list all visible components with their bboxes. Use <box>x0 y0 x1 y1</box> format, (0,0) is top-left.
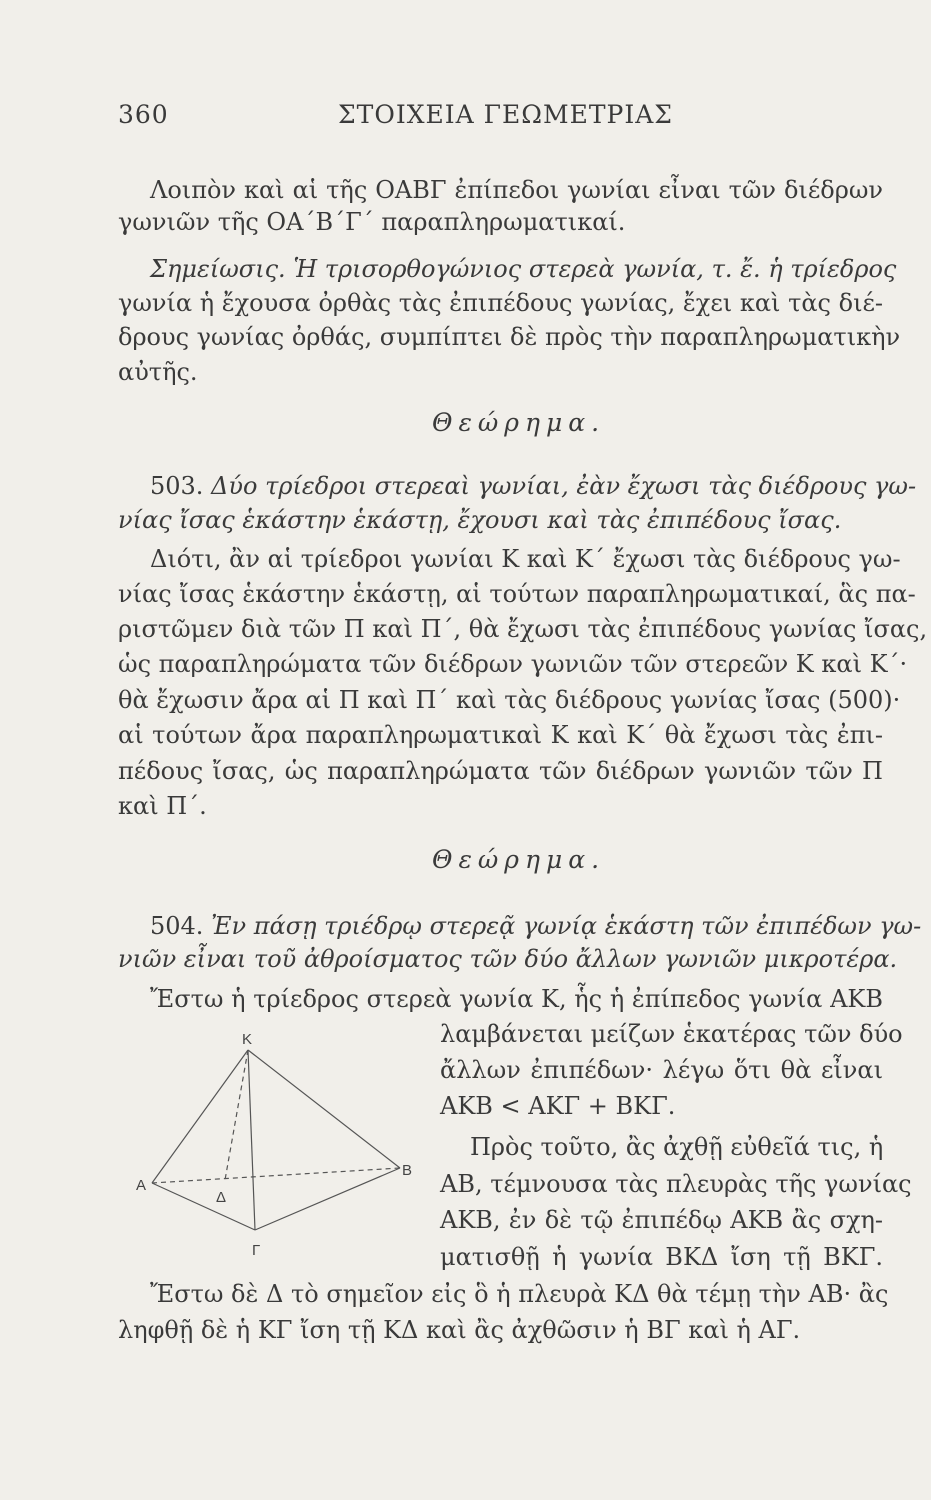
theorem-heading-2: Θεώρημα. <box>432 845 606 874</box>
proof-504-side-7: ματισθῇ ἡ γωνία ΒΚΔ ἴση τῇ ΒΚΓ. <box>440 1243 883 1271</box>
theorem-504-line-2: νιῶν εἶναι τοῦ ἀθροίσματος τῶν δύο ἄλλων γωνιῶν μικροτέρα. <box>118 945 898 973</box>
proof-504-side-6: ΑΚΒ, ἐν δὲ τῷ ἐπιπέδῳ ΑΚΒ ἂς σχη- <box>440 1206 883 1234</box>
running-title: ΣΤΟΙΧΕΙΑ ΓΕΩΜΕΤΡΙΑΣ <box>338 100 673 129</box>
theorem-504-line-1 <box>150 912 922 940</box>
proof-503-line-5: θὰ ἔχωσιν ἄρα αἱ Π καὶ Π΄ καὶ τὰς διέδρους γωνίας ἴσας (500)· <box>118 686 901 714</box>
edge-A-G <box>152 1183 255 1230</box>
edge-K-B <box>248 1050 400 1168</box>
proof-503-line-6: αἱ τούτων ἄρα παραπληρωματικαὶ Κ καὶ Κ΄ θὰ ἔχωσι τὰς ἐπι- <box>118 721 883 749</box>
theorem-504-number: 504. <box>150 912 204 940</box>
theorem-504-text-1: Ἐν πάσῃ τριέδρῳ στερεᾷ γωνίᾳ ἑκάστη τῶν ἐπιπέδων γω- <box>211 912 922 940</box>
proof-504-last-1: Ἔστω δὲ Δ τὸ σημεῖον εἰς ὃ ἡ πλευρὰ ΚΔ θὰ τέμῃ τὴν ΑΒ· ἂς <box>150 1280 889 1308</box>
proof-504-side-3: ΑΚΒ < ΑΚΓ + ΒΚΓ. <box>440 1092 676 1120</box>
para1-line-2: γωνιῶν τῆς ΟΑ΄Β΄Γ΄ παραπληρωματικαί. <box>118 208 626 236</box>
proof-504-side-2: ἄλλων ἐπιπέδων· λέγω ὅτι θὰ εἶναι <box>440 1056 883 1084</box>
edge-G-B <box>255 1168 400 1230</box>
proof-503-line-7: πέδους ἴσας, ὡς παραπληρώματα τῶν διέδρων γωνιῶν τῶν Π <box>118 757 883 785</box>
page-header <box>118 100 831 140</box>
edge-K-G <box>248 1050 255 1230</box>
label-D: Δ <box>216 1189 227 1206</box>
label-K: Κ <box>242 1031 253 1048</box>
label-B: Β <box>402 1162 413 1179</box>
proof-503-line-1: Διότι, ἂν αἱ τρίεδροι γωνίαι Κ καὶ Κ΄ ἔχωσι τὰς διέδρους γω- <box>150 545 901 573</box>
theorem-503-line-1 <box>150 472 917 500</box>
remark-line-1 <box>150 255 897 283</box>
remark-line-4: αὐτῆς. <box>118 358 198 386</box>
proof-503-line-4: ὡς παραπληρώματα τῶν διέδρων γωνιῶν τῶν στερεῶν Κ καὶ Κ΄· <box>118 650 908 678</box>
proof-503-line-2: νίας ἴσας ἑκάστην ἑκάστῃ, αἱ τούτων παραπληρωματικαί, ἃς πα- <box>118 580 916 608</box>
proof-504-side-5: ΑΒ, τέμνουσα τὰς πλευρὰς τῆς γωνίας <box>440 1170 912 1198</box>
para1-line-1: Λοιπὸν καὶ αἱ τῆς ΟΑΒΓ ἐπίπεδοι γωνίαι εἶναι τῶν διέδρων <box>150 176 883 204</box>
remark-text-1: Ἡ τρισορθογώνιος στερεὰ γωνία, τ. ἔ. ἡ τρίεδρος <box>293 255 897 283</box>
proof-504-side-4: Πρὸς τοῦτο, ἂς ἀχθῇ εὐθεῖά τις, ἡ <box>470 1133 884 1161</box>
theorem-503-number: 503. <box>150 472 204 500</box>
label-A: Α <box>136 1177 147 1194</box>
page-number: 360 <box>118 100 169 129</box>
theorem-503-text-1: Δύο τρίεδροι στερεαὶ γωνίαι, ἐὰν ἔχωσι τὰς διέδρους γω- <box>211 472 917 500</box>
proof-504-last-2: ληφθῇ δὲ ἡ ΚΓ ἴση τῇ ΚΔ καὶ ἂς ἀχθῶσιν ἡ ΒΓ καὶ ἡ ΑΓ. <box>118 1316 801 1344</box>
theorem-heading-1: Θεώρημα. <box>432 408 606 437</box>
edge-K-A <box>152 1050 248 1183</box>
proof-504-line-1: Ἔστω ἡ τρίεδρος στερεὰ γωνία Κ, ἧς ἡ ἐπίπεδος γωνία ΑΚΒ <box>150 985 883 1013</box>
label-G: Γ <box>252 1242 261 1259</box>
proof-504-side-1: λαμβάνεται μείζων ἑκατέρας τῶν δύο <box>440 1020 903 1048</box>
edge-A-B <box>152 1168 400 1183</box>
edge-K-D <box>225 1050 248 1180</box>
proof-503-line-3: ριστῶμεν διὰ τῶν Π καὶ Π΄, θὰ ἔχωσι τὰς ἐπιπέδους γωνίας ἴσας, <box>118 615 928 643</box>
pyramid-figure <box>130 1030 420 1270</box>
remark-label: Σημείωσις. <box>150 255 286 283</box>
remark-line-2: γωνία ἡ ἔχουσα ὀρθὰς τὰς ἐπιπέδους γωνίας, ἔχει καὶ τὰς διέ- <box>118 289 884 317</box>
remark-line-3: δρους γωνίας ὀρθάς, συμπίπτει δὲ πρὸς τὴν παραπληρωματικὴν <box>118 323 901 351</box>
proof-503-line-8: καὶ Π΄. <box>118 792 207 820</box>
theorem-503-line-2: νίας ἴσας ἑκάστην ἑκάστῃ, ἔχουσι καὶ τὰς ἐπιπέδους ἴσας. <box>118 506 842 534</box>
